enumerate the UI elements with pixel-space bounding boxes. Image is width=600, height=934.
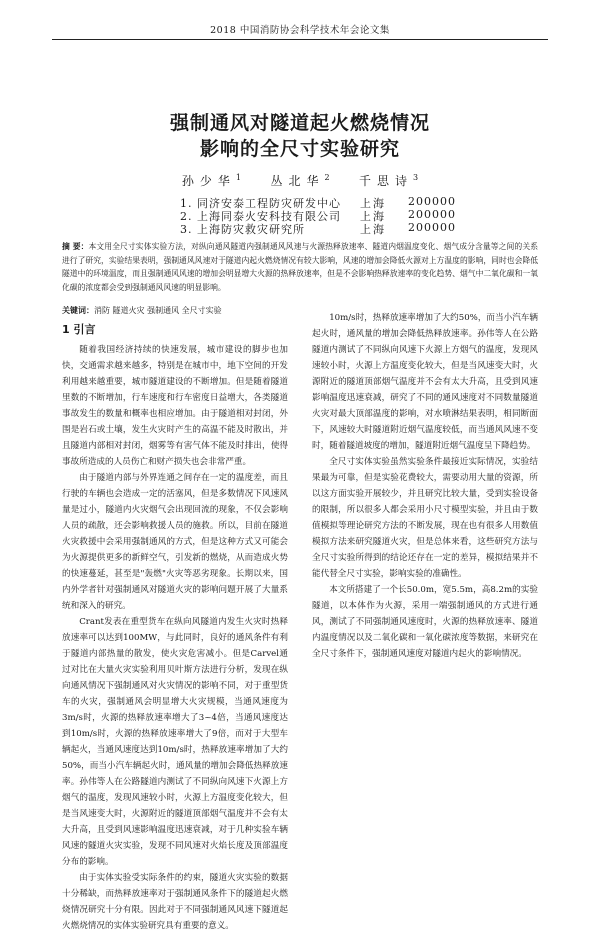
paper-title-line-2: 影响的全尺寸实验研究 [199, 138, 400, 160]
author-affil-mark: 1 [235, 173, 241, 182]
keywords-label: 关键词： [62, 306, 94, 315]
left-column [62, 320, 288, 934]
right-column [312, 310, 538, 662]
paper-title-line-1: 强制通风对隧道起火燃烧情况 [169, 112, 430, 134]
affiliation-number: 3. [180, 223, 193, 236]
affiliation-number: 2. [180, 210, 193, 223]
affiliation-number: 1. [180, 197, 193, 210]
affiliation-org: 同济安泰工程防灾研发中心 [197, 197, 341, 210]
abstract-label: 摘 要： [62, 242, 89, 251]
body-paragraph: Crant发表在重型货车在纵向风隧道内发生火灾时热释放速率可以达到100MW，与此同时，良好的通风条件有利于隧道内部热量的散发，使火灾危害减小。但是Carvel通过对比在大量火灾实验利用贝叶斯方法进行分析，发现在纵向通风情况下强制通风对火灾情况的影响不同，对于重型货车的火灾，强制通风会明显增大火灾规模，当通风速度为3m/s时，火源的热释放速率增大了3~4倍，当通风速度达到10m/s时，火源的热释放速率增大了9倍，而对于大型车辆起火，当通风速度达到10m/s时，热释放速率增加了大约50%，而当小汽车辆起火时，通风量的增加会降低热释放速率。孙伟等人在公路隧道内测试了不同纵向风速下火源上方烟气的温度，发现风速较小时，火源上方温度变化较大，但是当风速变大时，火源附近的隧道顶部烟气温度并不会有太大升高，且受到风速影响温度迅速衰减，对于几种实验车辆风速的隧道火灾实验，发现不同风速对火焰长度及顶部温度分布的影响。 [62, 617, 288, 867]
affiliation-org: 上海同泰火安科技有限公司 [197, 210, 341, 223]
body-paragraph: 本文所搭建了一个长50.0m，宽5.5m，高8.2m的实验隧道，以本体作为火源，采用一端强制通风的方式进行通风，测试了不同强制通风速度时，火源的热释放速率、隧道内温度情况以及二氧化碳和一氧化碳浓度等数据，来研究在全尺寸条件下，强制通风速度对隧道内起火的影响情况。 [312, 585, 538, 659]
affiliation-org: 上海防灾救灾研究所 [197, 223, 305, 236]
body-paragraph: 由于实体实验受实际条件的约束，隧道火灾实验的数据十分稀缺，而热释放速率对于强制通风条件下的隧道起火燃烧情况研究十分有限。因此对于不同强制通风风速下隧道起火燃烧情况的实体实验研究具有重要的意义。 [62, 873, 288, 931]
author-name: 丛北华 [270, 174, 325, 188]
author-name: 孙少华 [181, 174, 236, 188]
affiliation-city: 上海 [360, 223, 386, 236]
abstract-text: 本文用全尺寸实体实验方法，对纵向通风隧道内强制通风风速与火源热释放速率、隧道内烟温度变化、烟气成分含量等之间的关系进行了研究，实验结果表明，强制通风风速对于隧道内起火燃烧情况有较大影响，风速的增加会降低火源对上方温度的影响，同时也会降低隧道中的环境温度，而且强制通风风速的增加会明显增大火源的热释放速率，但是不会影响热释放速率的变化趋势、烟气中二氧化碳和一氧化碳的浓度都会受到强制通风风速的明显影响。 [62, 242, 539, 292]
affiliation-city: 上海 [360, 210, 386, 223]
affiliation-postcode: 200000 [408, 208, 456, 221]
body-paragraph: 10m/s时，热释放速率增加了大约50%，而当小汽车辆起火时，通风量的增加会降低热释放速率。孙伟等人在公路隧道内测试了不同纵向风速下火源上方烟气的温度，发现风速较小时，火源上方温度变化较大，但是当风速变大时，火源附近的隧道顶部烟气温度并不会有太大升高，且受到风速影响温度迅速衰减，研究了不同的通风速度对不同数量隧道火灾对最大顶部温度的影响，对水喷淋结果表明，相同断面下，风速较大时隧道附近烟气温度较低，而当通风风速不变时，随着隧道坡度的增加，隧道附近烟气温度呈下降趋势。 [312, 313, 538, 451]
affiliation-postcode: 200000 [408, 221, 456, 234]
body-paragraph: 全尺寸实体实验虽然实验条件最接近实际情况，实验结果最为可靠，但是实验花费较大，需要动用大量的资源，所以这方面实验开展较少，并且研究比较大量，受到实验设备的限制，所以很多人都会采用小尺寸模型实验，并且由于数值模拟等理论研究方法的不断发展，现在也有很多人用数值模拟方法来研究隧道火灾，但是总体来看，这些研究方法与全尺寸实验所得到的结论还存在一定的差异，模拟结果并不能代替全尺寸实验，影响实验的准确性。 [312, 457, 538, 579]
abstract [62, 240, 538, 294]
affiliation-row [180, 221, 456, 237]
author-affil-mark: 2 [324, 173, 330, 182]
author-affil-mark: 3 [413, 173, 419, 182]
running-header: 2018 中国消防协会科学技术年会论文集 [52, 22, 548, 40]
affiliation-postcode: 200000 [408, 195, 456, 208]
section-heading: 1 引言 [62, 323, 96, 336]
affiliation-city: 上海 [360, 197, 386, 210]
author-list [0, 172, 600, 189]
author-name: 千思诗 [359, 174, 414, 188]
keywords-text: 消防 隧道火灾 强制通风 全尺寸实验 [94, 306, 222, 315]
body-paragraph: 随着我国经济持续的快速发展，城市建设的脚步也加快，交通需求越来越多，特别是在城市中，地下空间的开发利用越来越重要，城市隧道建设的不断增加。但是随着隧道里数的不断增加，行车速度和行车密度日益增大，各类隧道事故发生的数量和概率也相应增加。由于隧道相对封闭，外围是岩石或土壤，发生火灾时产生的高温不能及时散出，并且隧道内部相对封闭，烟雾等有害气体不能及时排出，使得事故所造成的人员伤亡和财产损失也会非常严重。 [62, 345, 288, 467]
body-paragraph: 由于隧道内部与外界连通之间存在一定的温度差，而且行驶的车辆也会造成一定的活塞风，但是多数情况下风速风量是过小，隧道内火灾烟气会出现回流的现象，不仅会影响人员的疏散，还会影响救援人员的施救。所以，目前在隧道火灾救援中会采用强制通风的方式，但是这种方式又可能会为火源提供更多的新鲜空气，引发新的燃烧，从而造成火势的快速蔓延，甚至是"轰燃"火灾等恶劣现象。长期以来，国内外学者针对强制通风对隧道火灾的影响问题开展了大量系统和深入的研究。 [62, 473, 288, 611]
